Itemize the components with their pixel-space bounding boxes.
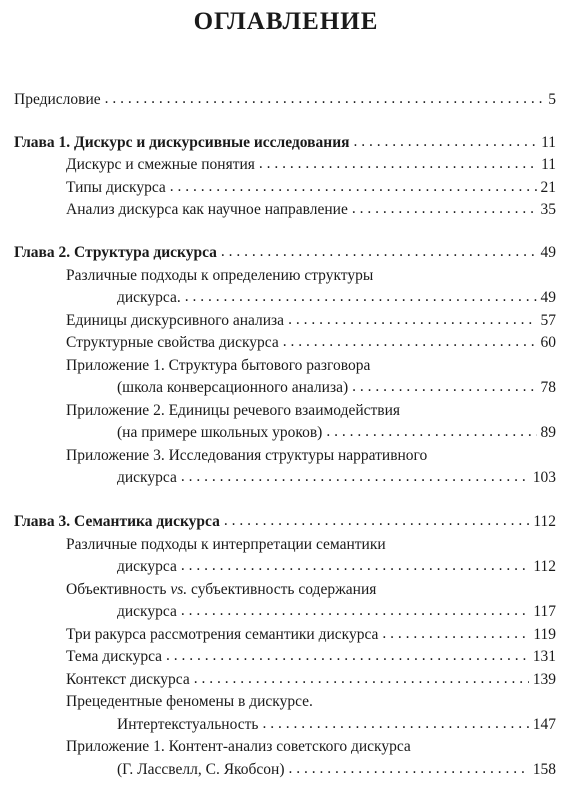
toc-entry-preface	[14, 90, 556, 110]
toc-leader-dots	[181, 601, 529, 621]
toc-page-number: 147	[532, 716, 556, 733]
toc-page-number: 139	[532, 671, 556, 688]
toc-entry	[117, 715, 556, 735]
toc-entry-text: дискурса	[117, 603, 177, 620]
toc-page-number: 112	[533, 513, 556, 530]
toc-text-part: субъективность содержания	[187, 581, 377, 598]
toc-entry-text: Интертекстуальность	[117, 716, 259, 733]
toc-leader-dots	[262, 714, 528, 734]
toc-entry-chapter-1	[14, 133, 556, 153]
toc-entry-text: (школа конверсационного анализа)	[117, 379, 349, 396]
toc-entry-text: Различные подходы к интерпретации семантики	[66, 536, 386, 553]
toc-leader-dots	[181, 556, 529, 576]
toc-leader-dots	[382, 624, 529, 644]
toc-leader-dots	[259, 154, 537, 174]
toc-entry	[66, 311, 556, 331]
toc-page-number: 57	[540, 312, 556, 329]
toc-entry-text: Дискурс и смежные понятия	[66, 156, 255, 173]
toc-entry-text: Типы дискурса	[66, 179, 166, 196]
toc-entry	[117, 557, 556, 577]
toc-entry-text: Три ракурса рассмотрения семантики дискурса	[66, 626, 379, 643]
toc-leader-dots	[185, 287, 537, 307]
toc-entry-text: Прецедентные феномены в дискурсе.	[66, 693, 313, 710]
toc-leader-dots	[289, 759, 529, 779]
toc-entry	[117, 288, 556, 308]
toc-entry	[117, 378, 556, 398]
toc-leader-dots	[354, 132, 538, 152]
toc-page-number: 60	[540, 334, 556, 351]
toc-entry	[66, 670, 556, 690]
toc-entry	[66, 155, 556, 175]
toc-entry-text: Глава 1. Дискурс и дискурсивные исследования	[14, 134, 350, 151]
toc-page-number: 49	[540, 244, 556, 261]
toc-page-number: 89	[540, 424, 556, 441]
toc-entry-text: дискурса	[117, 558, 177, 575]
toc-page-number: 112	[533, 558, 556, 575]
toc-leader-dots	[221, 242, 537, 262]
toc-entry	[66, 647, 556, 667]
toc-leader-dots	[326, 422, 536, 442]
toc-entry-chapter-2	[14, 243, 556, 263]
toc-text-italic: vs.	[170, 581, 188, 598]
toc-entry	[117, 468, 556, 488]
toc-leader-dots	[105, 89, 545, 109]
toc-page-number: 11	[541, 134, 556, 151]
toc-leader-dots	[166, 646, 529, 666]
toc-page-number: 21	[540, 179, 556, 196]
toc-leader-dots	[283, 332, 537, 352]
toc-entry	[117, 760, 556, 780]
toc-entry-text: Контекст дискурса	[66, 671, 190, 688]
toc-entry-text: Тема дискурса	[66, 648, 163, 665]
toc-page-number: 11	[541, 156, 556, 173]
toc-entry-text: Различные подходы к определению структуры	[66, 267, 374, 284]
toc-leader-dots	[170, 177, 537, 197]
toc-page-number: 119	[533, 626, 556, 643]
toc-entry-text: дискурса	[117, 469, 177, 486]
toc-page-number: 35	[540, 201, 556, 218]
toc-entry-text: Приложение 1. Контент-анализ советского дискурса	[66, 738, 411, 755]
toc-entry	[66, 200, 556, 220]
toc-entry-text: (на примере школьных уроков)	[117, 424, 323, 441]
toc-entry-text	[66, 580, 376, 600]
toc-entry-text: Приложение 1. Структура бытового разговора	[66, 357, 371, 374]
toc-page-number: 103	[532, 469, 556, 486]
toc-page-number: 158	[532, 761, 556, 778]
toc-leader-dots	[194, 669, 529, 689]
page-title: ОГЛАВЛЕНИЕ	[193, 8, 379, 35]
toc-leader-dots	[352, 377, 536, 397]
toc-entry-text: Структурные свойства дискурса	[66, 334, 279, 351]
toc-leader-dots	[352, 199, 537, 219]
toc-text-part: Объективность	[66, 581, 171, 598]
toc-leader-dots	[181, 467, 529, 487]
toc-entry-text: Предисловие	[14, 91, 101, 108]
toc-page-number: 131	[532, 648, 556, 665]
toc-leader-dots	[224, 511, 529, 531]
toc-page-number: 49	[540, 289, 556, 306]
toc-entry-text: Единицы дискурсивного анализа	[66, 312, 285, 329]
toc-entry-text: Глава 3. Семантика дискурса	[14, 513, 220, 530]
toc-entry-text: Приложение 3. Исследования структуры нарративного	[66, 447, 428, 464]
toc-entry	[117, 602, 556, 622]
toc-entry-text: Анализ дискурса как научное направление	[66, 201, 348, 218]
toc-entry-chapter-3	[14, 512, 556, 532]
toc-entry	[66, 178, 556, 198]
toc-entry-text: (Г. Лассвелл, С. Якобсон)	[117, 761, 285, 778]
toc-page-number: 78	[540, 379, 556, 396]
toc-entry-text: Глава 2. Структура дискурса	[14, 244, 217, 261]
toc-page-number: 117	[533, 603, 556, 620]
toc-leader-dots	[288, 310, 536, 330]
toc-entry-text: Приложение 2. Единицы речевого взаимодействия	[66, 402, 401, 419]
toc-entry-text: дискурса.	[117, 289, 181, 306]
toc-entry	[66, 333, 556, 353]
toc-page-number: 5	[548, 91, 556, 108]
toc-entry	[117, 423, 556, 443]
toc-entry	[66, 625, 556, 645]
